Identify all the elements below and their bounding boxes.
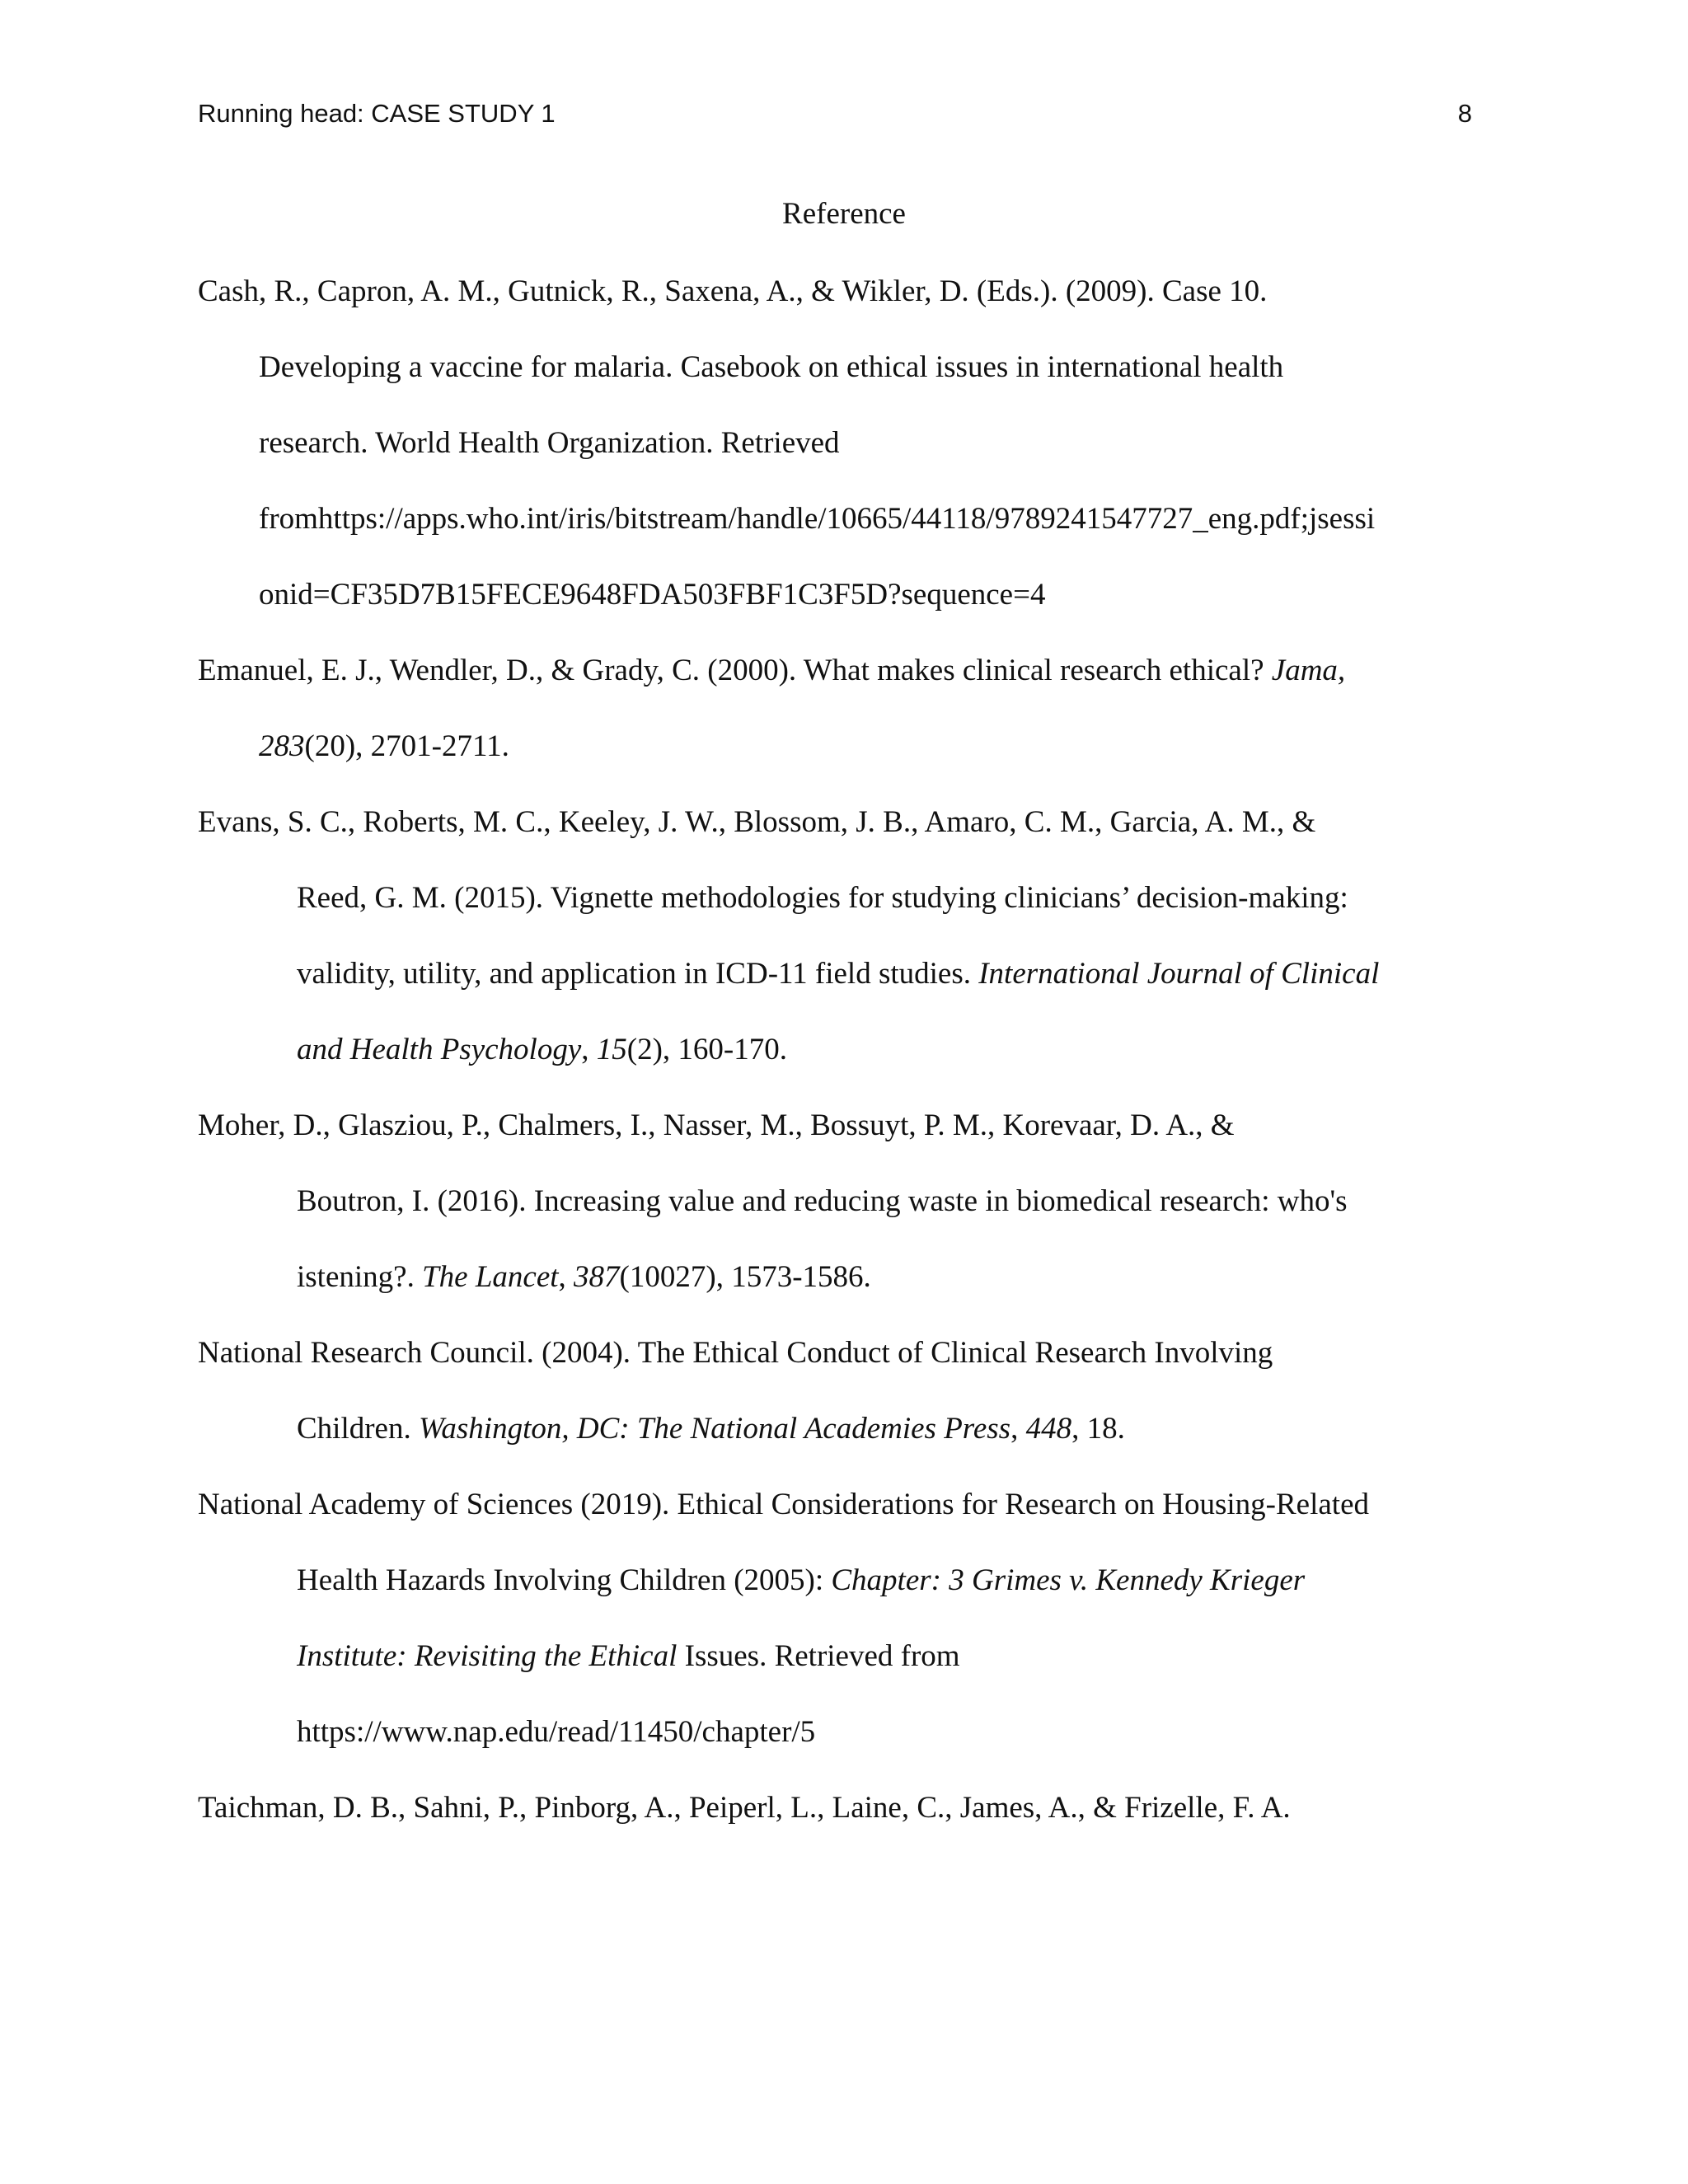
reference-evans-line-4 (297, 1030, 787, 1070)
reference-cash-line-1: Cash, R., Capron, A. M., Gutnick, R., Saxena, A., & Wikler, D. (Eds.). (2009). Case 10. (198, 274, 1268, 308)
issue-pages: (10027), 1573-1586. (619, 1260, 871, 1294)
chapter-title-continued: Institute: Revisiting the Ethical (297, 1639, 678, 1673)
reference-cash-line-3: research. World Health Organization. Retrieved (259, 426, 840, 460)
journal-title: International Journal of Clinical (978, 957, 1380, 991)
reference-nas-line-3 (297, 1637, 960, 1676)
volume-number: 448 (1025, 1412, 1072, 1446)
separator: , (1010, 1412, 1026, 1446)
reference-nas-text: Health Hazards Involving Children (2005): (297, 1563, 832, 1597)
reference-cash-line-5: onid=CF35D7B15FECE9648FDA503FBF1C3F5D?sequence=4 (259, 578, 1046, 612)
reference-moher-line-3 (297, 1258, 871, 1297)
issue-pages: (2), 160-170. (626, 1033, 787, 1066)
reference-moher-line-1: Moher, D., Glasziou, P., Chalmers, I., Nasser, M., Bossuyt, P. M., Korevaar, D. A., & (198, 1108, 1235, 1142)
reference-moher-line-2: Boutron, I. (2016). Increasing value and reducing waste in biomedical research: who's (297, 1184, 1348, 1218)
volume-number: 283 (259, 729, 305, 763)
journal-title-continued: and Health Psychology (297, 1033, 582, 1066)
reference-cash-line-2: Developing a vaccine for malaria. Casebook on ethical issues in international health (259, 350, 1284, 384)
reference-nrc-text: Children. (297, 1412, 419, 1446)
reference-emanuel-text: Emanuel, E. J., Wendler, D., & Grady, C. (2000). What makes clinical research ethical? (198, 654, 1264, 687)
references-heading: Reference (782, 197, 906, 231)
reference-nrc-line-2 (297, 1409, 1125, 1449)
chapter-title: Chapter: 3 Grimes v. Kennedy Krieger (831, 1563, 1306, 1597)
reference-nas-url: https://www.nap.edu/read/11450/chapter/5 (297, 1715, 816, 1749)
volume-number: 15 (596, 1033, 627, 1066)
reference-taichman-line-1: Taichman, D. B., Sahni, P., Pinborg, A., Peiperl, L., Laine, C., James, A., & Frizelle, F. A. (198, 1791, 1291, 1825)
reference-moher-text: istening?. (297, 1260, 423, 1294)
reference-nas-line-2 (297, 1561, 1305, 1601)
reference-evans-line-2: Reed, G. M. (2015). Vignette methodologies for studying clinicians’ decision-making: (297, 881, 1348, 915)
journal-title: Jama, (1271, 654, 1346, 687)
issue-pages: (20), 2701-2711. (304, 729, 509, 763)
reference-evans-text: validity, utility, and application in ICD-11 field studies. (297, 957, 971, 991)
reference-nas-line-1: National Academy of Sciences (2019). Ethical Considerations for Research on Housing-Related (198, 1488, 1370, 1521)
reference-evans-line-3 (297, 954, 1379, 994)
running-head: Running head: CASE STUDY 1 (198, 99, 556, 128)
reference-evans-line-1: Evans, S. C., Roberts, M. C., Keeley, J. W., Blossom, J. B., Amaro, C. M., Garcia, A. M., & (198, 805, 1316, 839)
reference-cash-line-4: fromhttps://apps.who.int/iris/bitstream/handle/10665/44118/9789241547727_eng.pdf;jsessi (259, 502, 1376, 536)
volume-number: 387 (574, 1260, 620, 1294)
reference-emanuel-line-2 (259, 727, 509, 766)
reference-nas-text: Issues. Retrieved from (677, 1639, 960, 1673)
separator: , (558, 1260, 574, 1294)
reference-nrc-line-1: National Research Council. (2004). The Ethical Conduct of Clinical Research Involving (198, 1336, 1273, 1370)
separator: , (581, 1033, 597, 1066)
publisher-title: Washington, DC: The National Academies Press (418, 1412, 1011, 1446)
pages: , 18. (1071, 1412, 1125, 1446)
journal-title: The Lancet (422, 1260, 559, 1294)
page-number: 8 (1457, 99, 1472, 128)
reference-emanuel-line-1 (198, 651, 1345, 691)
